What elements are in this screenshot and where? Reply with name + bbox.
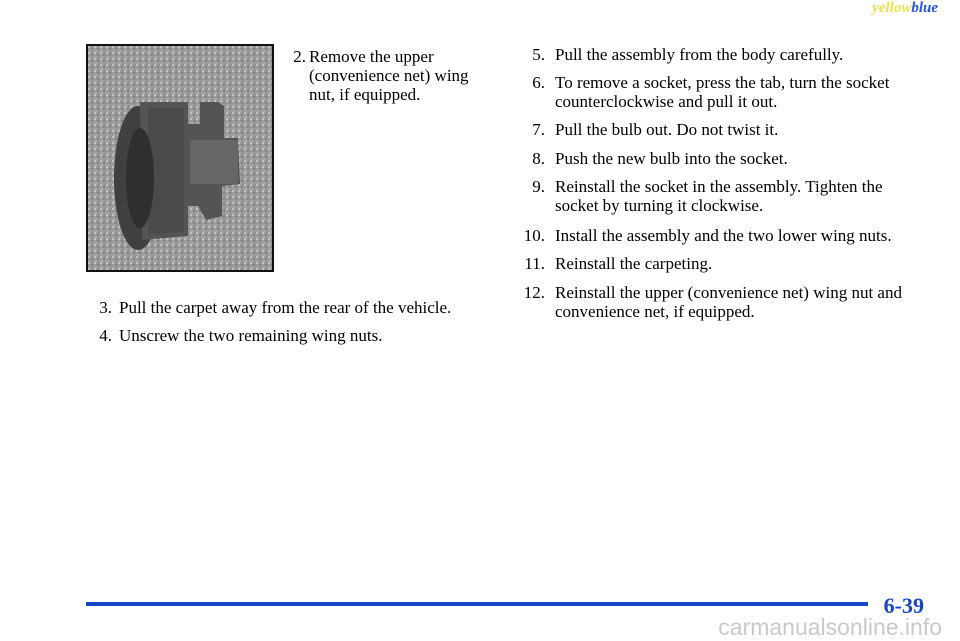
step-text-line: nut, if equipped.: [309, 85, 421, 104]
step-text-line: Unscrew the two remaining wing nuts.: [119, 326, 383, 345]
step-number: 4.: [99, 326, 112, 345]
step-text-line: socket by turning it clockwise.: [555, 196, 764, 215]
step-text-line: To remove a socket, press the tab, turn the socket: [555, 73, 890, 92]
step-text-line: (convenience net) wing: [309, 66, 469, 85]
step-text-line: Pull the bulb out. Do not twist it.: [555, 120, 779, 139]
tag-blue: blue: [911, 0, 938, 16]
step-text-line: Reinstall the upper (convenience net) wing nut and: [555, 283, 902, 302]
step-text-line: Install the assembly and the two lower wing nuts.: [555, 226, 892, 245]
step-number: 12.: [523, 283, 545, 302]
step-number: 6.: [532, 73, 545, 92]
watermark-text: carmanualsonline.info: [718, 614, 942, 640]
step-number: 8.: [532, 149, 545, 168]
step-text-line: convenience net, if equipped.: [555, 302, 755, 321]
step-text-line: Pull the carpet away from the rear of the vehicle.: [119, 298, 452, 317]
step-text-line: Remove the upper: [309, 47, 434, 66]
step-text-line: counterclockwise and pull it out.: [555, 92, 778, 111]
step-number: 11.: [524, 254, 545, 273]
step-number: 9.: [532, 177, 545, 196]
step-text-line: Pull the assembly from the body carefully.: [555, 45, 844, 64]
tag-yellow: yellow: [872, 0, 912, 16]
wing-nut-illustration: [88, 46, 272, 270]
step-text-line: Push the new bulb into the socket.: [555, 149, 788, 168]
step-text-line: Reinstall the socket in the assembly. Tighten the: [555, 177, 883, 196]
page-number: 6-39: [883, 593, 924, 618]
step-number: 10.: [523, 226, 545, 245]
step-number: 3.: [99, 298, 112, 317]
color-tag: [872, 0, 938, 17]
step-number: 7.: [532, 120, 545, 139]
step-number: 5.: [532, 45, 545, 64]
footer-rule: [86, 602, 868, 606]
step-number: 2.: [293, 47, 306, 66]
wing-nut-photo: [86, 44, 274, 272]
step-text-line: Reinstall the carpeting.: [555, 254, 713, 273]
